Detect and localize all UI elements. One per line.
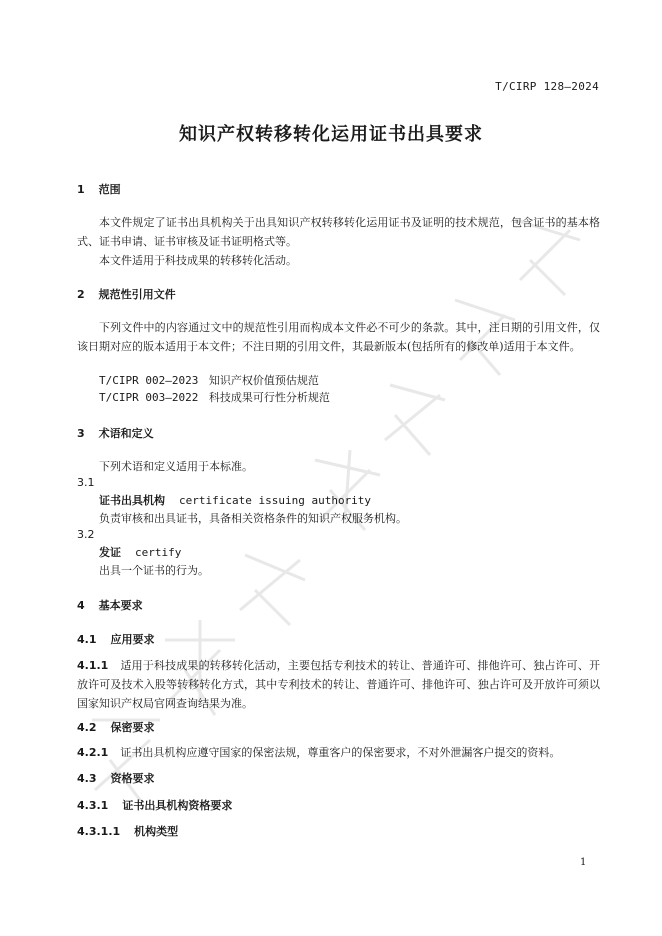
term-number: 3.2 <box>77 528 95 541</box>
section-number: 4.3 <box>77 772 97 785</box>
section-number: 4.3.1 <box>77 799 109 812</box>
reference-code: T/CIPR 003—2022 <box>99 391 199 404</box>
reference-item <box>99 388 330 407</box>
clause-number: 4.1.1 <box>77 659 109 672</box>
section-1-heading <box>77 181 121 197</box>
section-number: 1 <box>77 183 85 196</box>
section-number: 3 <box>77 427 85 440</box>
section-number: 4.3.1.1 <box>77 825 121 838</box>
section-title: 规范性引用文件 <box>98 288 176 301</box>
reference-name: 科技成果可行性分析规范 <box>208 391 330 404</box>
section-title: 机构类型 <box>134 825 179 838</box>
section-title: 保密要求 <box>110 721 155 734</box>
section-3-heading <box>77 425 154 441</box>
subsection-4-3-1-1-heading <box>77 823 178 839</box>
paragraph: 下列文件中的内容通过文中的规范性引用而构成本文件必不可少的条款。其中，注日期的引用文件，仅该日期对应的版本适用于本文件；不注日期的引用文件，其最新版本(包括所有的修改单)适用于本文件。 <box>77 321 600 353</box>
section-number: 2 <box>77 288 85 301</box>
subsection-4-1-heading <box>77 631 155 647</box>
term-entry <box>99 491 371 510</box>
term-chinese: 发证 <box>99 546 121 559</box>
clause-4-1-1 <box>77 656 600 713</box>
section-number: 4.1 <box>77 633 97 646</box>
clause-text: 适用于科技成果的转移转化活动，主要包括专利技术的转让、普通许可、排他许可、独占许可、开放许可及技术入股等转移转化方式，其中专利技术的转让、普通许可、排他许可、独占许可及开放许可须以国家知识产权局官网查询结果为准。 <box>77 659 600 710</box>
section-2-heading <box>77 286 176 302</box>
section-number: 4 <box>77 599 85 612</box>
reference-name: 知识产权价值预估规范 <box>208 374 319 387</box>
clause-text: 证书出具机构应遵守国家的保密法规，尊重客户的保密要求，不对外泄漏客户提交的资料。 <box>120 746 561 759</box>
section-title: 术语和定义 <box>98 427 154 440</box>
paragraph: 本文件规定了证书出具机构关于出具知识产权转移转化运用证书及证明的技术规范，包含证书的基本格式、证书申请、证书审核及证书证明格式等。 <box>77 216 600 248</box>
section-title: 证书出具机构资格要求 <box>122 799 233 812</box>
section-title: 范围 <box>98 183 121 196</box>
term-definition: 出具一个证书的行为。 <box>99 564 209 577</box>
section-title: 基本要求 <box>98 599 143 612</box>
reference-code: T/CIPR 002—2023 <box>99 374 199 387</box>
clause-number: 4.2.1 <box>77 746 109 759</box>
document-id: T/CIRP 128—2024 <box>495 80 599 93</box>
section-title: 应用要求 <box>110 633 155 646</box>
document-title: 知识产权转移转化运用证书出具要求 <box>179 124 483 145</box>
section-number: 4.2 <box>77 721 97 734</box>
term-definition: 负责审核和出具证书，具备相关资格条件的知识产权服务机构。 <box>99 512 407 525</box>
paragraph: 下列术语和定义适用于本标准。 <box>99 460 253 473</box>
clause-4-2-1 <box>77 743 600 762</box>
section-4-heading <box>77 597 143 613</box>
term-english: certificate issuing authority <box>179 494 372 507</box>
page-number: 1 <box>580 857 587 868</box>
term-chinese: 证书出具机构 <box>99 494 165 507</box>
subsection-4-3-1-heading <box>77 797 232 813</box>
term-number: 3.1 <box>77 476 95 489</box>
term-entry <box>99 543 181 562</box>
section-title: 资格要求 <box>110 772 155 785</box>
term-english: certify <box>135 546 182 559</box>
subsection-4-2-heading <box>77 719 155 735</box>
paragraph: 本文件适用于科技成果的转移转化活动。 <box>99 254 297 267</box>
subsection-4-3-heading <box>77 770 155 786</box>
